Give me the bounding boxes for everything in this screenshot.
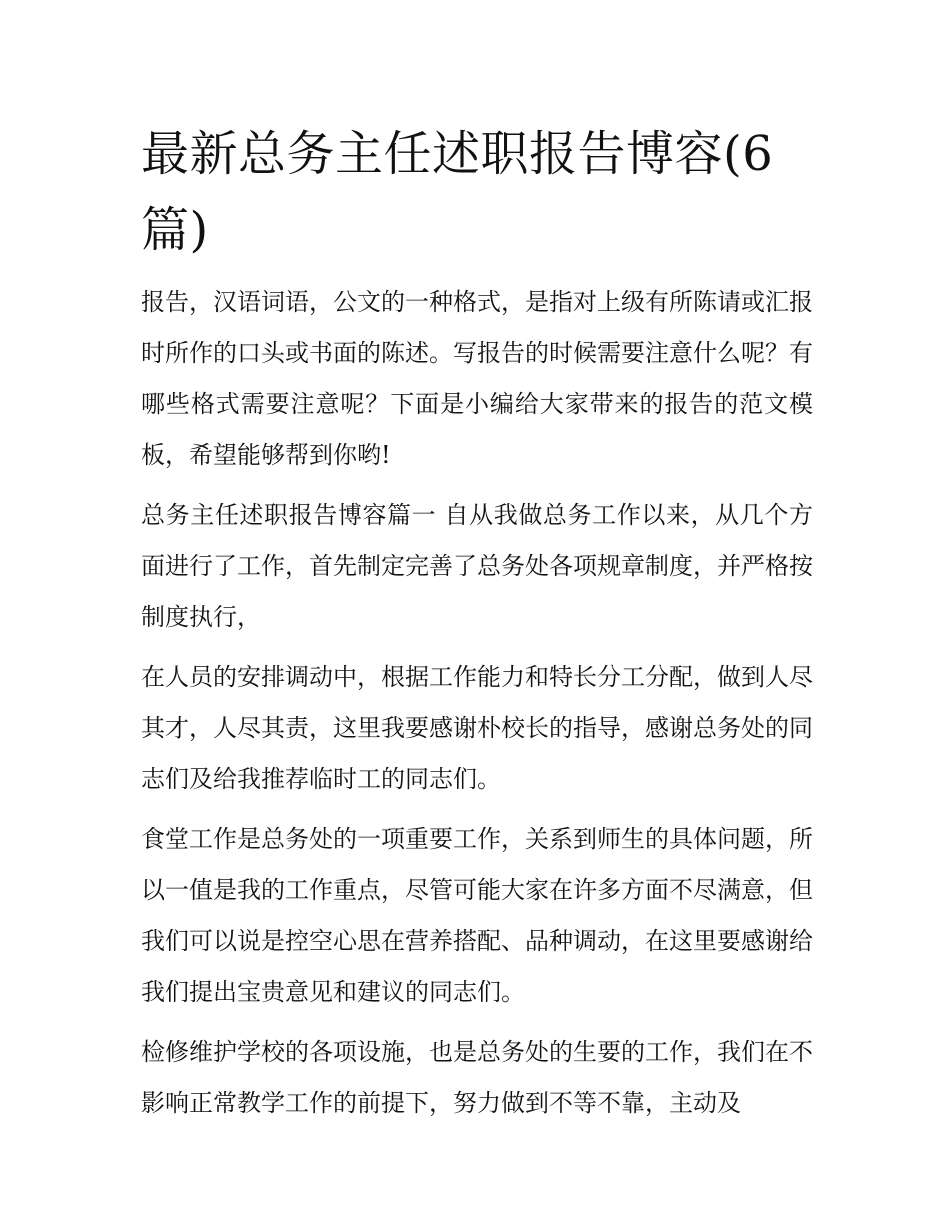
paragraph-chapter-one: 总务主任述职报告博容篇一 自从我做总务工作以来，从几个方面进行了工作，首先制定完善了总务处各项规章制度，并严格按制度执行， — [141, 501, 813, 631]
paragraph-canteen: 食堂工作是总务处的一项重要工作，关系到师生的具体问题，所以一值是我的工作重点，尽管可能大家在许多方面不尽满意，但我们可以说是控空心思在营养搭配、品种调动，在这里要感谢给我们提出宝贵意见和建议的同志们。 — [141, 825, 813, 1006]
paragraph-maintenance: 检修维护学校的各项设施，也是总务处的生要的工作，我们在不影响正常教学工作的前提下，努力做到不等不靠，主动及 — [141, 1038, 813, 1117]
paragraph-staffing: 在人员的安排调动中，根据工作能力和特长分工分配，做到人尽其才，人尽其责，这里我要感谢朴校长的指导，感谢总务处的同志们及给我推荐临时工的同志们。 — [141, 663, 813, 793]
document-body — [141, 116, 813, 1129]
document-title: 最新总务主任述职报告博容(6篇) — [141, 126, 774, 258]
intro-paragraph: 报告，汉语词语，公文的一种格式，是指对上级有所陈请或汇报时所作的口头或书面的陈述。写报告的时候需要注意什么呢？有哪些格式需要注意呢？下面是小编给大家带来的报告的范文模板，希望能够帮到你哟! — [141, 288, 813, 469]
